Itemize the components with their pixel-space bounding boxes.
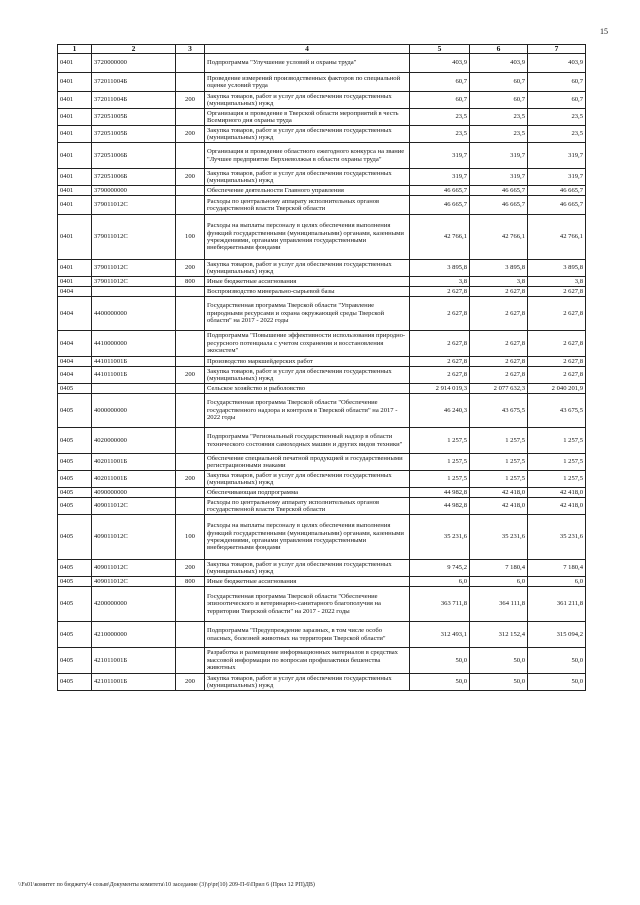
vr-cell <box>176 488 205 498</box>
razdel-cell: 0401 <box>58 260 92 277</box>
value-2021-cell: 44 982,8 <box>410 488 470 498</box>
razdel-cell: 0401 <box>58 73 92 92</box>
razdel-cell: 0405 <box>58 577 92 587</box>
csr-cell: 379011012С <box>92 277 176 287</box>
table-row <box>58 394 586 428</box>
vr-cell: 200 <box>176 560 205 577</box>
value-2021-cell: 44 982,8 <box>410 498 470 515</box>
razdel-cell: 0404 <box>58 287 92 297</box>
name-cell: Закупка товаров, работ и услуг для обеспечения государственных (муниципальных) нужд <box>205 169 410 186</box>
vr-cell <box>176 587 205 622</box>
value-2022-cell: 23,5 <box>470 126 528 143</box>
vr-cell: 200 <box>176 92 205 109</box>
name-cell: Закупка товаров, работ и услуг для обеспечения государственных (муниципальных) нужд <box>205 471 410 488</box>
razdel-cell: 0401 <box>58 277 92 287</box>
vr-cell <box>176 384 205 394</box>
column-header: 4 <box>205 45 410 54</box>
value-2023-cell: 2 627,8 <box>528 331 586 357</box>
value-2023-cell: 42 418,0 <box>528 488 586 498</box>
value-2022-cell: 319,7 <box>470 143 528 169</box>
razdel-cell: 0405 <box>58 384 92 394</box>
name-cell: Подпрограмма "Региональный государственный надзор в области технического состояния самоходных машин и других видов техники" <box>205 428 410 454</box>
value-2022-cell: 43 675,5 <box>470 394 528 428</box>
csr-cell: 409011012С <box>92 560 176 577</box>
vr-cell: 200 <box>176 367 205 384</box>
value-2022-cell: 23,5 <box>470 109 528 126</box>
page-number: 15 <box>600 27 608 36</box>
value-2022-cell: 1 257,5 <box>470 428 528 454</box>
value-2021-cell: 60,7 <box>410 73 470 92</box>
csr-cell: 4020000000 <box>92 428 176 454</box>
vr-cell: 200 <box>176 126 205 143</box>
value-2022-cell: 50,0 <box>470 648 528 674</box>
name-cell: Расходы по центральному аппарату исполнительных органов государственной власти Тверской области <box>205 498 410 515</box>
value-2021-cell: 319,7 <box>410 143 470 169</box>
vr-cell: 800 <box>176 277 205 287</box>
budget-table <box>57 44 586 691</box>
value-2022-cell: 2 627,8 <box>470 287 528 297</box>
table-row <box>58 260 586 277</box>
value-2021-cell: 319,7 <box>410 169 470 186</box>
value-2023-cell: 361 211,8 <box>528 587 586 622</box>
csr-cell: 4090000000 <box>92 488 176 498</box>
table-row <box>58 109 586 126</box>
table-row <box>58 384 586 394</box>
vr-cell <box>176 498 205 515</box>
razdel-cell: 0401 <box>58 54 92 73</box>
value-2023-cell: 2 040 201,9 <box>528 384 586 394</box>
value-2022-cell: 3 895,8 <box>470 260 528 277</box>
value-2023-cell: 43 675,5 <box>528 394 586 428</box>
value-2023-cell: 42 766,1 <box>528 215 586 260</box>
name-cell: Обеспечение деятельности Главного управления <box>205 186 410 196</box>
value-2021-cell: 46 665,7 <box>410 196 470 215</box>
csr-cell: 402011001Б <box>92 471 176 488</box>
value-2022-cell: 2 077 632,3 <box>470 384 528 394</box>
table-row <box>58 287 586 297</box>
column-header: 7 <box>528 45 586 54</box>
csr-cell: 3790000000 <box>92 186 176 196</box>
vr-cell <box>176 394 205 428</box>
name-cell: Закупка товаров, работ и услуг для обеспечения государственных (муниципальных) нужд <box>205 560 410 577</box>
value-2021-cell: 42 766,1 <box>410 215 470 260</box>
table-row <box>58 126 586 143</box>
value-2022-cell: 364 111,8 <box>470 587 528 622</box>
razdel-cell: 0401 <box>58 196 92 215</box>
csr-cell: 379011012С <box>92 215 176 260</box>
csr-cell: 372011004Б <box>92 92 176 109</box>
csr-cell <box>92 287 176 297</box>
name-cell: Расходы на выплаты персоналу в целях обеспечения выполнения функций государственными (муниципальными) органами, казенными учреждениями, органами управления государственными внебюджетными фондами <box>205 515 410 560</box>
name-cell: Подпрограмма "Повышение эффективности использования природно-ресурсного потенциала с учетом сохранения и восстановления экосистем" <box>205 331 410 357</box>
value-2023-cell: 1 257,5 <box>528 454 586 471</box>
table-row <box>58 92 586 109</box>
table-row <box>58 622 586 648</box>
value-2023-cell: 2 627,8 <box>528 297 586 331</box>
value-2021-cell: 2 627,8 <box>410 331 470 357</box>
csr-cell: 3720000000 <box>92 54 176 73</box>
column-header: 1 <box>58 45 92 54</box>
value-2021-cell: 2 627,8 <box>410 287 470 297</box>
razdel-cell: 0405 <box>58 622 92 648</box>
value-2023-cell: 319,7 <box>528 169 586 186</box>
table-row <box>58 560 586 577</box>
value-2022-cell: 2 627,8 <box>470 331 528 357</box>
csr-cell: 4210000000 <box>92 622 176 648</box>
vr-cell <box>176 428 205 454</box>
table-row <box>58 454 586 471</box>
table-row <box>58 277 586 287</box>
value-2021-cell: 46 665,7 <box>410 186 470 196</box>
value-2023-cell: 315 094,2 <box>528 622 586 648</box>
column-header: 3 <box>176 45 205 54</box>
value-2023-cell: 42 418,0 <box>528 498 586 515</box>
table-row <box>58 196 586 215</box>
name-cell: Организация и проведение в Тверской области мероприятий в честь Всемирного дня охраны труда <box>205 109 410 126</box>
table-row <box>58 186 586 196</box>
table-row <box>58 515 586 560</box>
name-cell: Организация и проведение областного ежегодного конкурса на звание "Лучшее предприятие Верхневолжья в области охраны труда" <box>205 143 410 169</box>
razdel-cell: 0404 <box>58 331 92 357</box>
name-cell: Производство маркшейдерских работ <box>205 357 410 367</box>
razdel-cell: 0401 <box>58 186 92 196</box>
vr-cell <box>176 287 205 297</box>
value-2021-cell: 1 257,5 <box>410 428 470 454</box>
razdel-cell: 0405 <box>58 428 92 454</box>
vr-cell <box>176 109 205 126</box>
csr-cell: 441011001Б <box>92 367 176 384</box>
razdel-cell: 0405 <box>58 648 92 674</box>
value-2021-cell: 23,5 <box>410 126 470 143</box>
name-cell: Закупка товаров, работ и услуг для обеспечения государственных (муниципальных) нужд <box>205 367 410 384</box>
value-2023-cell: 46 665,7 <box>528 186 586 196</box>
vr-cell <box>176 454 205 471</box>
value-2022-cell: 7 180,4 <box>470 560 528 577</box>
csr-cell: 421011001Б <box>92 674 176 691</box>
razdel-cell: 0401 <box>58 143 92 169</box>
name-cell: Иные бюджетные ассигнования <box>205 277 410 287</box>
table-row <box>58 331 586 357</box>
name-cell: Сельское хозяйство и рыболовство <box>205 384 410 394</box>
name-cell: Проведение измерений производственных факторов по специальной оценке условий труда <box>205 73 410 92</box>
razdel-cell: 0405 <box>58 454 92 471</box>
value-2021-cell: 403,9 <box>410 54 470 73</box>
value-2022-cell: 46 665,7 <box>470 186 528 196</box>
table-row <box>58 674 586 691</box>
value-2021-cell: 363 711,8 <box>410 587 470 622</box>
csr-cell: 4000000000 <box>92 394 176 428</box>
table-header-row <box>58 45 586 54</box>
value-2023-cell: 2 627,8 <box>528 287 586 297</box>
value-2022-cell: 50,0 <box>470 674 528 691</box>
value-2022-cell: 2 627,8 <box>470 297 528 331</box>
vr-cell <box>176 357 205 367</box>
value-2022-cell: 319,7 <box>470 169 528 186</box>
value-2023-cell: 50,0 <box>528 648 586 674</box>
table-row <box>58 648 586 674</box>
value-2021-cell: 3 895,8 <box>410 260 470 277</box>
table-row <box>58 488 586 498</box>
vr-cell: 200 <box>176 471 205 488</box>
csr-cell: 441011001Б <box>92 357 176 367</box>
razdel-cell: 0405 <box>58 498 92 515</box>
name-cell: Расходы по центральному аппарату исполнительных органов государственной власти Тверской области <box>205 196 410 215</box>
razdel-cell: 0405 <box>58 471 92 488</box>
csr-cell: 402011001Б <box>92 454 176 471</box>
table-row <box>58 428 586 454</box>
value-2023-cell: 46 665,7 <box>528 196 586 215</box>
name-cell: Закупка товаров, работ и услуг для обеспечения государственных (муниципальных) нужд <box>205 92 410 109</box>
name-cell: Закупка товаров, работ и услуг для обеспечения государственных (муниципальных) нужд <box>205 126 410 143</box>
csr-cell: 379011012С <box>92 196 176 215</box>
column-header: 5 <box>410 45 470 54</box>
value-2022-cell: 42 766,1 <box>470 215 528 260</box>
value-2022-cell: 6,0 <box>470 577 528 587</box>
name-cell: Обеспечение специальной печатной продукцией и государственными регистрационными знаками <box>205 454 410 471</box>
name-cell: Закупка товаров, работ и услуг для обеспечения государственных (муниципальных) нужд <box>205 260 410 277</box>
vr-cell <box>176 297 205 331</box>
csr-cell: 409011012С <box>92 498 176 515</box>
column-header: 6 <box>470 45 528 54</box>
vr-cell <box>176 54 205 73</box>
csr-cell: 372051005Б <box>92 126 176 143</box>
value-2022-cell: 1 257,5 <box>470 471 528 488</box>
value-2022-cell: 403,9 <box>470 54 528 73</box>
name-cell: Расходы на выплаты персоналу в целях обеспечения выполнения функций государственными (муниципальными) органами, казенными учреждениями, органами управления государственными внебюджетными фондами <box>205 215 410 260</box>
table-row <box>58 587 586 622</box>
value-2023-cell: 6,0 <box>528 577 586 587</box>
table-row <box>58 577 586 587</box>
footer-file-path: \\Fs01\комитет по бюджету\4 созыв\Документы комитета\10 заседание (3)\p\pr(10) 209-П-6\Прил 6 (Прил 12 РП)ДВ) <box>18 882 315 888</box>
table-body <box>58 54 586 691</box>
value-2023-cell: 3,8 <box>528 277 586 287</box>
value-2021-cell: 50,0 <box>410 674 470 691</box>
value-2022-cell: 35 231,6 <box>470 515 528 560</box>
column-header: 2 <box>92 45 176 54</box>
value-2021-cell: 2 627,8 <box>410 357 470 367</box>
vr-cell <box>176 331 205 357</box>
value-2021-cell: 9 745,2 <box>410 560 470 577</box>
table-row <box>58 169 586 186</box>
razdel-cell: 0404 <box>58 357 92 367</box>
value-2023-cell: 1 257,5 <box>528 471 586 488</box>
value-2021-cell: 60,7 <box>410 92 470 109</box>
name-cell: Иные бюджетные ассигнования <box>205 577 410 587</box>
value-2023-cell: 60,7 <box>528 73 586 92</box>
table-row <box>58 471 586 488</box>
value-2021-cell: 2 914 019,3 <box>410 384 470 394</box>
value-2023-cell: 23,5 <box>528 126 586 143</box>
razdel-cell: 0401 <box>58 169 92 186</box>
name-cell: Подпрограмма "Улучшение условий и охраны труда" <box>205 54 410 73</box>
razdel-cell: 0405 <box>58 560 92 577</box>
value-2023-cell: 2 627,8 <box>528 357 586 367</box>
table-row <box>58 73 586 92</box>
table-row <box>58 54 586 73</box>
table-row <box>58 357 586 367</box>
razdel-cell: 0401 <box>58 126 92 143</box>
name-cell: Государственная программа Тверской области "Управление природными ресурсами и охрана окружающей среды Тверской области" на 2017 - 2022 годы <box>205 297 410 331</box>
value-2023-cell: 403,9 <box>528 54 586 73</box>
vr-cell <box>176 622 205 648</box>
csr-cell: 372051005Б <box>92 109 176 126</box>
value-2022-cell: 2 627,8 <box>470 367 528 384</box>
value-2022-cell: 312 152,4 <box>470 622 528 648</box>
vr-cell: 200 <box>176 169 205 186</box>
name-cell: Разработка и размещение информационных материалов в средствах массовой информации по вопросам профилактики бешенства животных <box>205 648 410 674</box>
name-cell: Государственная программа Тверской области "Обеспечение эпизоотического и ветеринарно-санитарного благополучия на территории Тверской области" на 2017 - 2022 годы <box>205 587 410 622</box>
csr-cell: 379011012С <box>92 260 176 277</box>
value-2022-cell: 42 418,0 <box>470 488 528 498</box>
vr-cell <box>176 648 205 674</box>
table-row <box>58 297 586 331</box>
razdel-cell: 0405 <box>58 674 92 691</box>
vr-cell <box>176 196 205 215</box>
csr-cell: 4200000000 <box>92 587 176 622</box>
value-2021-cell: 35 231,6 <box>410 515 470 560</box>
value-2021-cell: 3,8 <box>410 277 470 287</box>
vr-cell <box>176 73 205 92</box>
value-2021-cell: 1 257,5 <box>410 454 470 471</box>
csr-cell: 372051006Б <box>92 143 176 169</box>
value-2023-cell: 50,0 <box>528 674 586 691</box>
razdel-cell: 0405 <box>58 488 92 498</box>
vr-cell: 100 <box>176 215 205 260</box>
value-2021-cell: 6,0 <box>410 577 470 587</box>
vr-cell: 200 <box>176 674 205 691</box>
table-row <box>58 498 586 515</box>
csr-cell: 409011012С <box>92 515 176 560</box>
value-2022-cell: 1 257,5 <box>470 454 528 471</box>
value-2022-cell: 3,8 <box>470 277 528 287</box>
csr-cell: 4410000000 <box>92 331 176 357</box>
value-2023-cell: 23,5 <box>528 109 586 126</box>
value-2021-cell: 46 240,3 <box>410 394 470 428</box>
value-2023-cell: 35 231,6 <box>528 515 586 560</box>
value-2021-cell: 50,0 <box>410 648 470 674</box>
csr-cell <box>92 384 176 394</box>
name-cell: Подпрограмма "Предупреждение заразных, в том числе особо опасных, болезней животных на территории Тверской области" <box>205 622 410 648</box>
value-2023-cell: 2 627,8 <box>528 367 586 384</box>
value-2021-cell: 2 627,8 <box>410 297 470 331</box>
razdel-cell: 0404 <box>58 367 92 384</box>
value-2021-cell: 23,5 <box>410 109 470 126</box>
vr-cell: 800 <box>176 577 205 587</box>
value-2021-cell: 1 257,5 <box>410 471 470 488</box>
razdel-cell: 0401 <box>58 109 92 126</box>
value-2023-cell: 1 257,5 <box>528 428 586 454</box>
razdel-cell: 0405 <box>58 587 92 622</box>
csr-cell: 4400000000 <box>92 297 176 331</box>
value-2023-cell: 3 895,8 <box>528 260 586 277</box>
value-2021-cell: 2 627,8 <box>410 367 470 384</box>
value-2022-cell: 42 418,0 <box>470 498 528 515</box>
csr-cell: 421011001Б <box>92 648 176 674</box>
vr-cell <box>176 143 205 169</box>
csr-cell: 372011004Б <box>92 73 176 92</box>
value-2022-cell: 46 665,7 <box>470 196 528 215</box>
table-row <box>58 215 586 260</box>
vr-cell <box>176 186 205 196</box>
value-2022-cell: 60,7 <box>470 92 528 109</box>
name-cell: Воспроизводство минерально-сырьевой базы <box>205 287 410 297</box>
name-cell: Государственная программа Тверской области "Обеспечение государственного надзора и контроля в Тверской области" на 2017 - 2022 годы <box>205 394 410 428</box>
razdel-cell: 0401 <box>58 215 92 260</box>
vr-cell: 100 <box>176 515 205 560</box>
table-row <box>58 367 586 384</box>
vr-cell: 200 <box>176 260 205 277</box>
value-2022-cell: 60,7 <box>470 73 528 92</box>
razdel-cell: 0401 <box>58 92 92 109</box>
value-2023-cell: 60,7 <box>528 92 586 109</box>
name-cell: Обеспечивающая подпрограмма <box>205 488 410 498</box>
razdel-cell: 0404 <box>58 297 92 331</box>
csr-cell: 372051006Б <box>92 169 176 186</box>
razdel-cell: 0405 <box>58 394 92 428</box>
value-2023-cell: 7 180,4 <box>528 560 586 577</box>
razdel-cell: 0405 <box>58 515 92 560</box>
value-2022-cell: 2 627,8 <box>470 357 528 367</box>
value-2023-cell: 319,7 <box>528 143 586 169</box>
csr-cell: 409011012С <box>92 577 176 587</box>
name-cell: Закупка товаров, работ и услуг для обеспечения государственных (муниципальных) нужд <box>205 674 410 691</box>
value-2021-cell: 312 493,1 <box>410 622 470 648</box>
table-row <box>58 143 586 169</box>
